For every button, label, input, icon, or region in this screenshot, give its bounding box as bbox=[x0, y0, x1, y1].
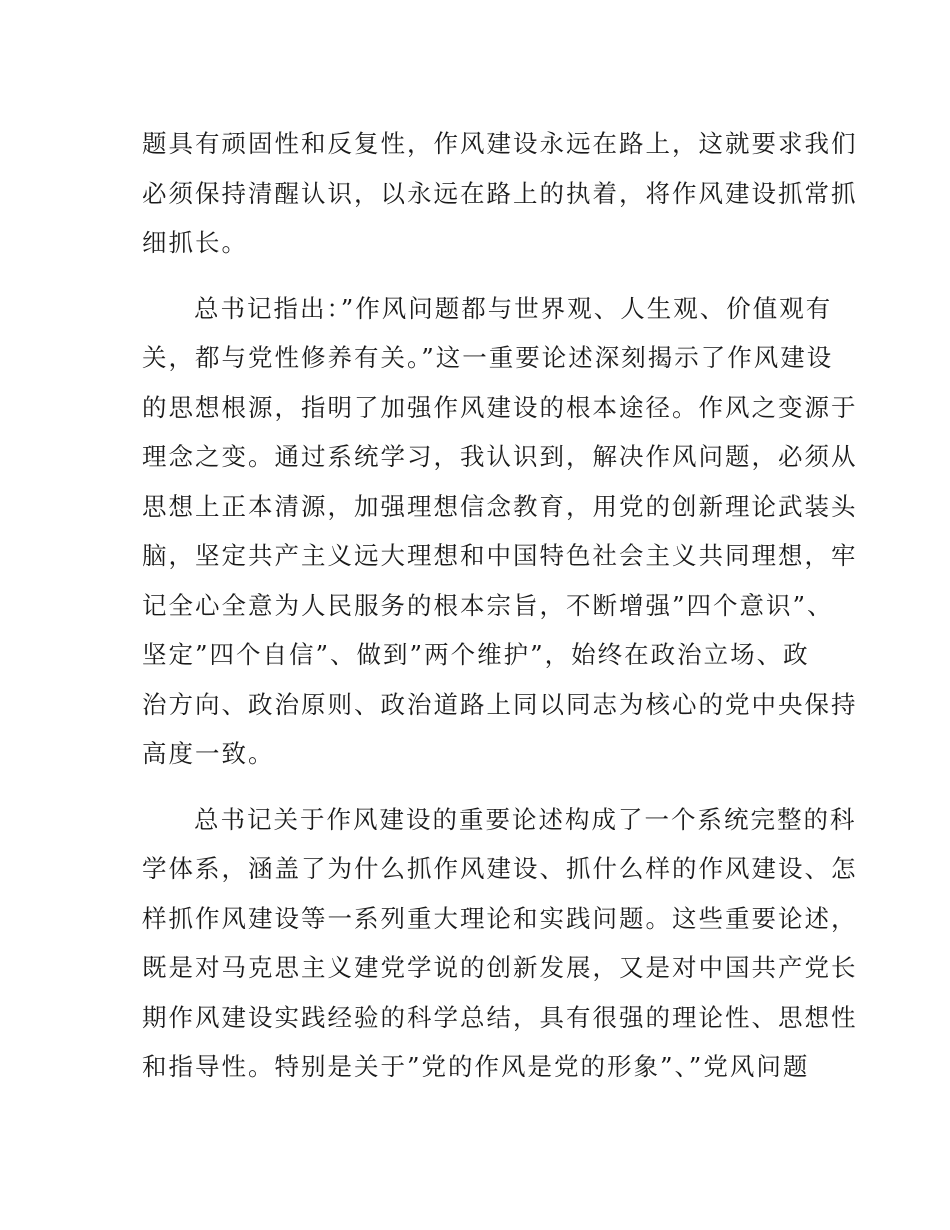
text-line: 记全心全意为人民服务的根本宗旨，不断增强”四个意识”、 bbox=[142, 590, 834, 620]
text-line: 关，都与党性修养有关。”这一重要论述深刻揭示了作风建设 bbox=[142, 343, 834, 372]
text-line: 思想上正本清源，加强理想信念教育，用党的创新理论武装头 bbox=[142, 491, 858, 521]
text-line: 的思想根源，指明了加强作风建设的根本途径。作风之变源于 bbox=[142, 392, 858, 422]
text-line: 必须保持清醒认识，以永远在路上的执着，将作风建设抓常抓 bbox=[142, 178, 858, 208]
text-line: 坚定”四个自信”、做到”两个维护”，始终在政治立场、政 bbox=[142, 640, 810, 669]
text-line: 细抓长。 bbox=[142, 228, 248, 257]
document-body bbox=[142, 119, 858, 1092]
text-line: 和指导性。特别是关于”党的作风是党的形象”、”党风问题 bbox=[142, 1052, 810, 1081]
text-line: 高度一致。 bbox=[142, 739, 275, 768]
text-line: 样抓作风建设等一系列重大理论和实践问题。这些重要论述， bbox=[142, 903, 858, 933]
text-line: 期作风建设实践经验的科学总结，具有很强的理论性、思想性 bbox=[142, 1002, 858, 1032]
text-line: 脑，坚定共产主义远大理想和中国特色社会主义共同理想，牢 bbox=[142, 541, 858, 570]
paragraph-1 bbox=[142, 119, 858, 268]
paragraph-2 bbox=[142, 284, 858, 779]
text-line: 治方向、政治原则、政治道路上同以同志为核心的党中央保持 bbox=[142, 689, 858, 719]
paragraph-3 bbox=[142, 795, 858, 1092]
paragraph-gap bbox=[142, 779, 812, 795]
text-line: 总书记指出：”作风问题都与世界观、人生观、价值观有 bbox=[194, 293, 833, 323]
paragraph-gap bbox=[142, 268, 812, 284]
text-line: 既是对马克思主义建党学说的创新发展，又是对中国共产党长 bbox=[142, 953, 858, 982]
text-line: 学体系，涵盖了为什么抓作风建设、抓什么样的作风建设、怎 bbox=[142, 854, 858, 883]
text-line: 理念之变。通过系统学习，我认识到，解决作风问题，必须从 bbox=[142, 442, 858, 471]
text-line: 题具有顽固性和反复性，作风建设永远在路上，这就要求我们 bbox=[142, 129, 858, 158]
text-line: 总书记关于作风建设的重要论述构成了一个系统完整的科 bbox=[194, 804, 857, 834]
